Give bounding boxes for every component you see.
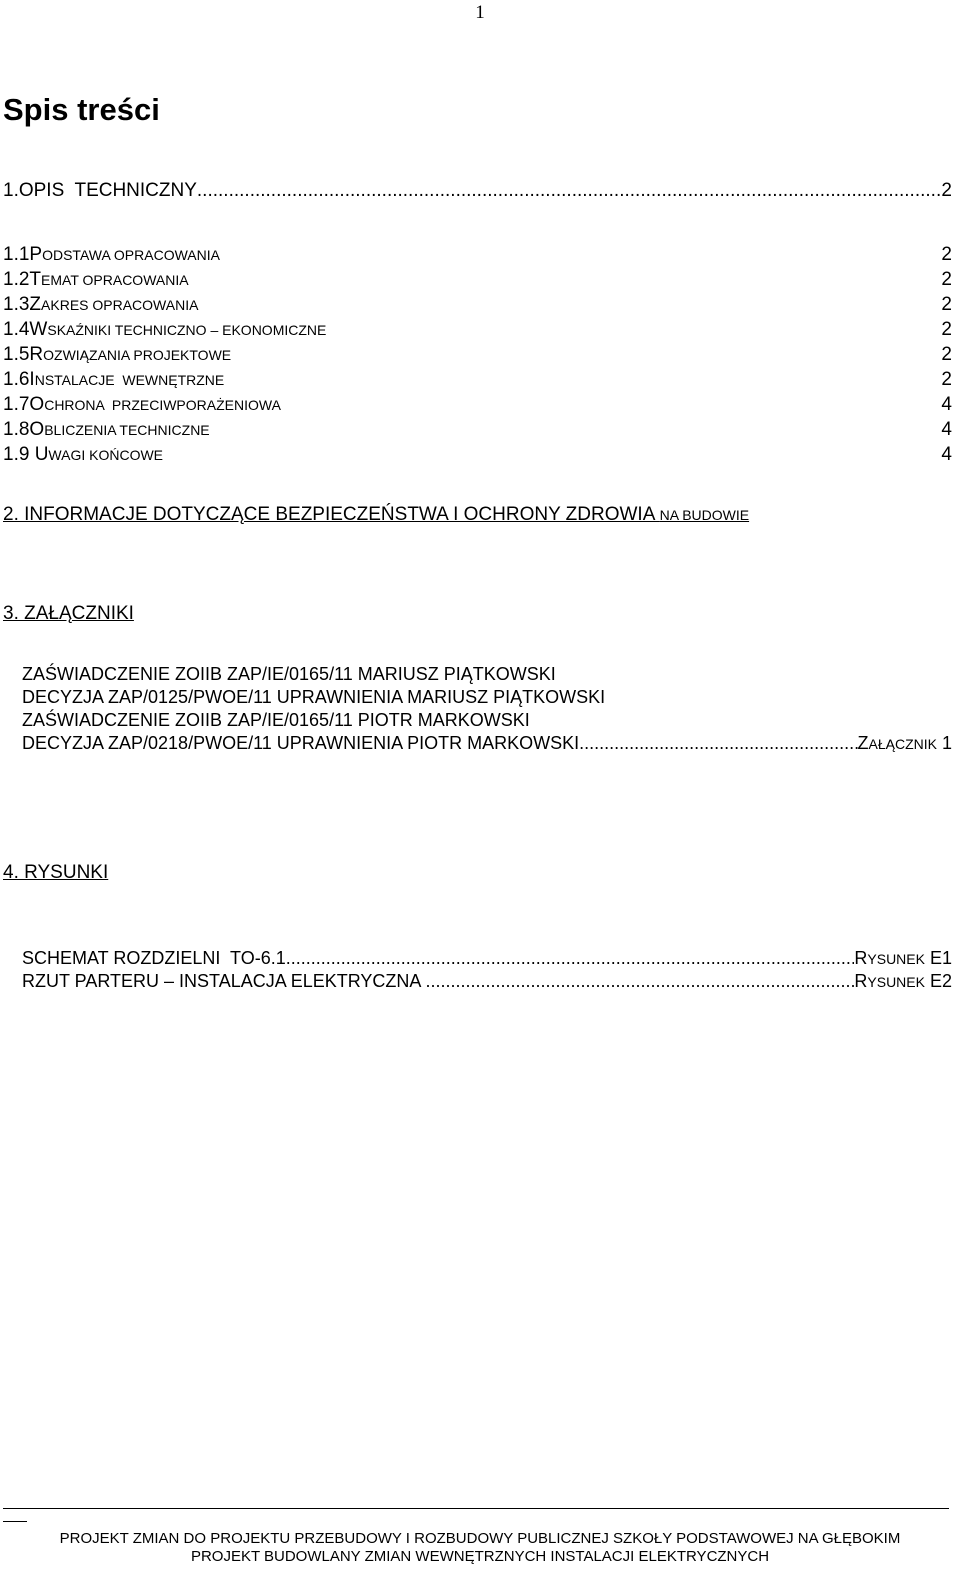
toc-entry-1-6[interactable]: [3, 367, 952, 393]
toc-entry-page: 2: [941, 369, 952, 390]
toc-entry-page: 2: [941, 294, 952, 315]
toc-entry-page: 2: [941, 319, 952, 340]
toc-entry-1-4[interactable]: [3, 317, 952, 343]
attachment-item[interactable]: ZAŚWIADCZENIE ZOIIB ZAP/IE/0165/11 MARIUSZ PIĄTKOWSKI: [22, 664, 556, 684]
toc-entry-page: 2: [941, 344, 952, 365]
toc-entry-section-4[interactable]: 4. RYSUNKI: [3, 862, 109, 883]
toc-entry-page: 2: [941, 180, 952, 201]
toc-entry-1-7[interactable]: [3, 392, 952, 418]
attachment-item[interactable]: ZAŚWIADCZENIE ZOIIB ZAP/IE/0165/11 PIOTR MARKOWSKI: [22, 710, 530, 730]
toc-entry-number: 1.9 U: [3, 444, 49, 465]
toc-entry-1-5[interactable]: [3, 342, 952, 368]
toc-entry-label: 1.OPIS TECHNICZNY: [3, 180, 197, 201]
toc-entry-number: 1.6I: [3, 369, 35, 390]
toc-entry-label: EMAT OPRACOWANIA: [41, 272, 189, 288]
toc-entry-1-2[interactable]: [3, 267, 952, 293]
toc-entry-label: OZWIĄZANIA PROJEKTOWE: [43, 347, 232, 363]
toc-entry-page: 4: [941, 419, 952, 440]
dot-leader: [197, 180, 942, 202]
toc-entry-1-3[interactable]: [3, 292, 952, 318]
dot-leader: [286, 948, 855, 969]
toc-entry-label: SKAŹNIKI TECHNICZNO – EKONOMICZNE: [47, 322, 327, 338]
toc-entry-number: 1.2T: [3, 269, 42, 290]
dot-leader: [425, 971, 854, 992]
dot-leader: [579, 733, 857, 754]
attachment-ref: ZAŁĄCZNIK 1: [857, 733, 952, 753]
drawing-label: RZUT PARTERU – INSTALACJA ELEKTRYCZNA: [22, 971, 426, 991]
toc-title: Spis treści: [3, 92, 160, 127]
toc-entry-label: BLICZENIA TECHNICZNE: [44, 422, 210, 438]
drawing-label: SCHEMAT ROZDZIELNI TO-6.1: [22, 948, 286, 968]
toc-entry-number: 1.8O: [3, 419, 45, 440]
toc-entry-label: ODSTAWA OPRACOWANIA: [42, 247, 220, 263]
page-number: 1: [475, 2, 485, 23]
toc-entry-1-9[interactable]: [3, 442, 952, 468]
footer-line-2: PROJEKT BUDOWLANY ZMIAN WEWNĘTRZNYCH INSTALACJI ELEKTRYCZNYCH: [190, 1548, 770, 1565]
footer-line-1: PROJEKT ZMIAN DO PROJEKTU PRZEBUDOWY I ROZBUDOWY PUBLICZNEJ SZKOŁY PODSTAWOWEJ NA GŁĘBOKIM: [59, 1530, 901, 1547]
attachment-label: DECYZJA ZAP/0218/PWOE/11 UPRAWNIENIA PIOTR MARKOWSKI: [22, 733, 580, 753]
toc-entry-label: AKRES OPRACOWANIA: [41, 297, 199, 313]
toc-entry-label: NSTALACJE WEWNĘTRZNE: [34, 372, 225, 388]
drawing-item[interactable]: [22, 971, 952, 992]
drawing-ref: RYSUNEK E2: [854, 971, 952, 991]
toc-entry-number: 1.7O: [3, 394, 45, 415]
toc-entry-number: 1.5R: [3, 344, 44, 365]
toc-entry-section-1[interactable]: [3, 180, 952, 202]
toc-entry-page: 4: [941, 394, 952, 415]
footer-divider-stub: [3, 1521, 27, 1522]
toc-entry-1-8[interactable]: [3, 417, 952, 443]
toc-entry-label: CHRONA PRZECIWPORAŻENIOWA: [44, 397, 281, 413]
toc-entry-number: 1.1P: [3, 244, 43, 265]
toc-entry-page: 4: [941, 444, 952, 465]
toc-entry-section-2[interactable]: [3, 504, 749, 526]
toc-entry-label: WAGI KOŃCOWE: [48, 447, 164, 463]
toc-entry-number: 1.3Z: [3, 294, 42, 315]
toc-entry-section-3[interactable]: 3. ZAŁĄCZNIKI: [3, 603, 134, 624]
toc-entry-1-1[interactable]: [3, 242, 952, 268]
toc-entry-page: 2: [941, 269, 952, 290]
toc-entry-label: 2. INFORMACJE DOTYCZĄCE BEZPIECZEŃSTWA I OCHRONY ZDROWIA: [3, 504, 660, 525]
toc-entry-page: 2: [941, 244, 952, 265]
attachment-item[interactable]: DECYZJA ZAP/0125/PWOE/11 UPRAWNIENIA MARIUSZ PIĄTKOWSKI: [22, 687, 606, 707]
drawing-item[interactable]: [22, 948, 952, 969]
drawing-ref: RYSUNEK E1: [854, 948, 952, 968]
footer-divider: [3, 1508, 949, 1509]
toc-entry-label-tail: NA BUDOWIE: [659, 507, 750, 523]
toc-entry-number: 1.4W: [3, 319, 48, 340]
attachment-item-last[interactable]: [22, 733, 952, 754]
